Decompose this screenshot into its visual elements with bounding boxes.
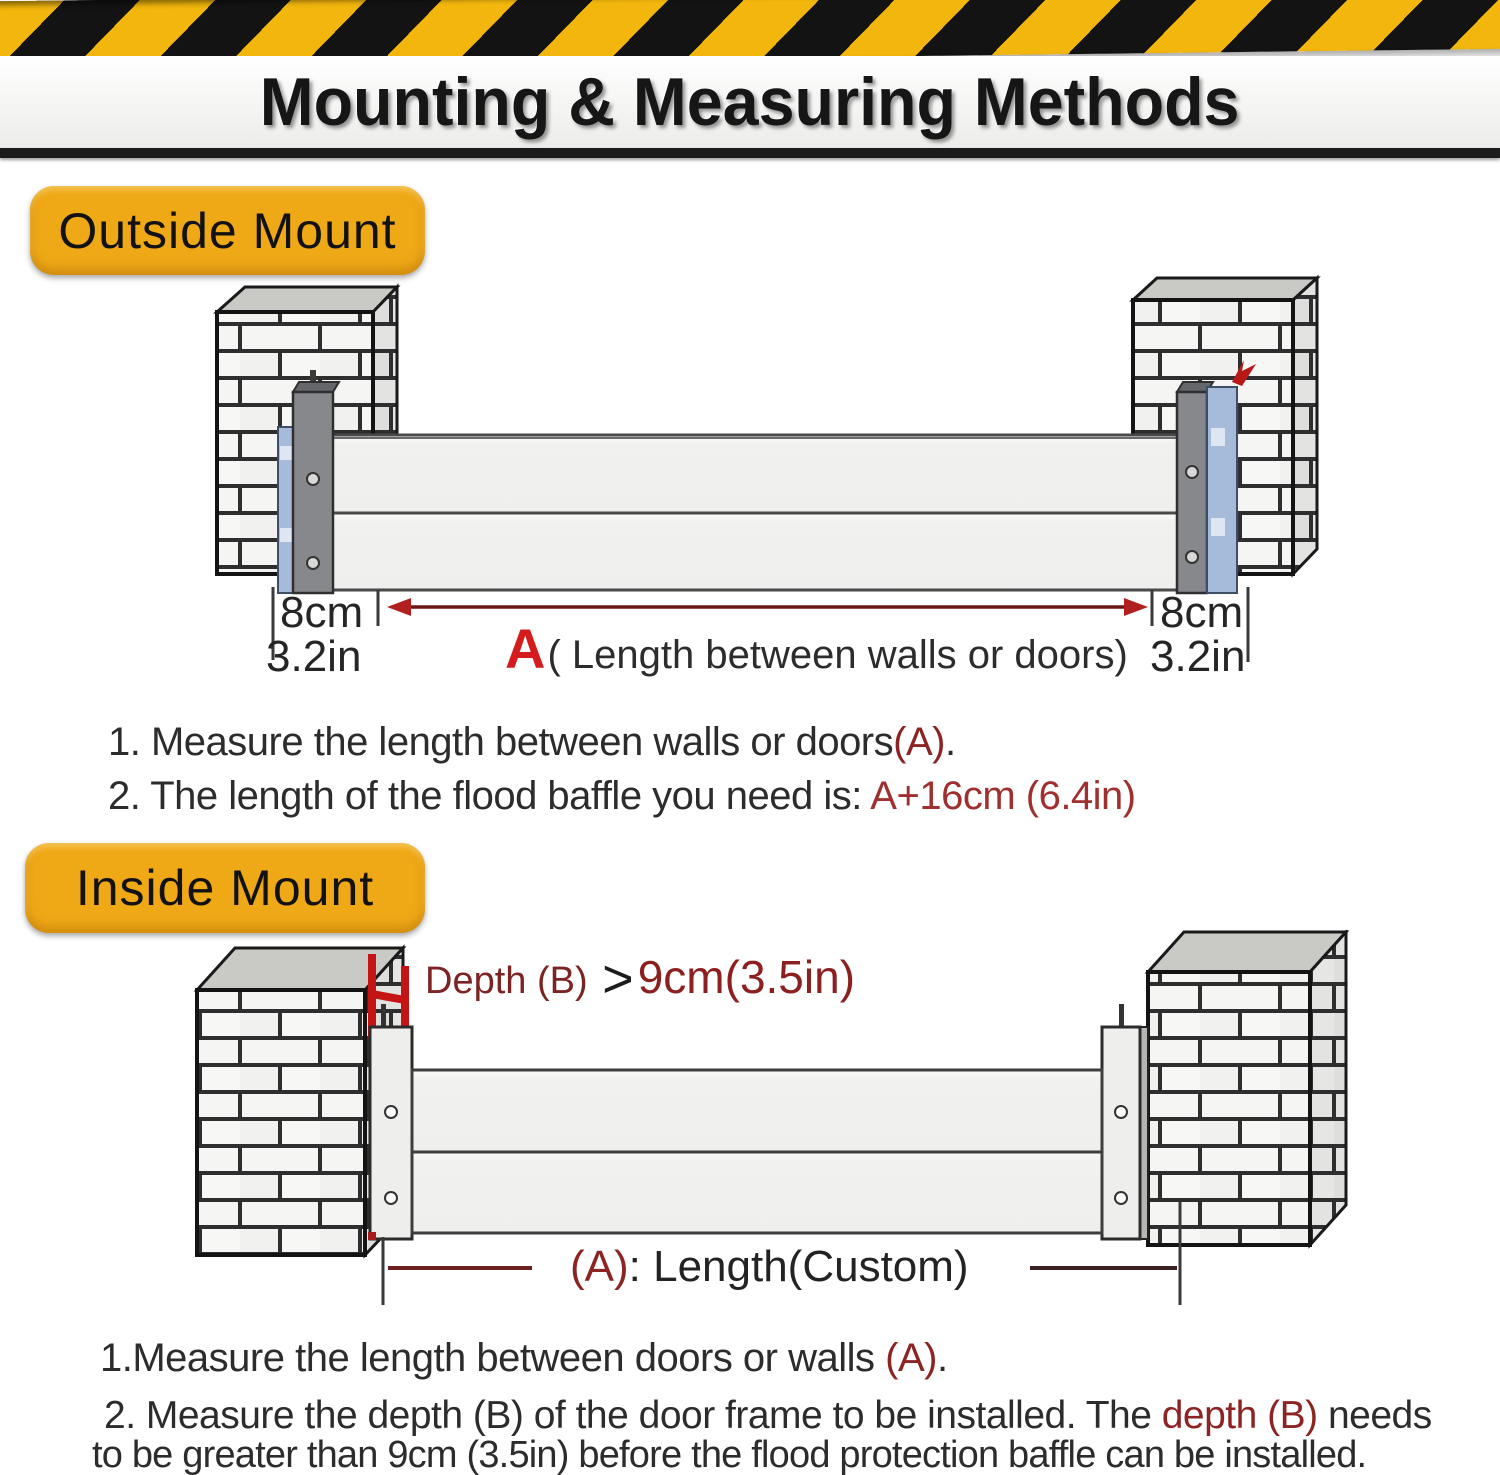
- length-custom-label: (A): Length(Custom): [570, 1242, 969, 1291]
- depth-b-label: Depth (B) >9cm(3.5in): [425, 949, 856, 1009]
- left-gap-in-label: 3.2in: [266, 632, 362, 681]
- length-a-label: [505, 616, 1128, 681]
- page-title: Mounting & Measuring Methods: [260, 64, 1240, 140]
- inside-step-2-line-1: 2. Measure the depth (B) of the door frame to be installed. The depth (B) needs: [104, 1394, 1432, 1437]
- outside-step-1: 1. Measure the length between walls or doors(A).: [108, 720, 956, 764]
- right-brick-pillar: [1138, 932, 1346, 1245]
- left-gap-cm-label: 8cm: [280, 588, 364, 637]
- inside-step-1: 1.Measure the length between doors or walls (A).: [100, 1336, 948, 1380]
- right-gap-in-label: 3.2in: [1150, 632, 1246, 681]
- title-band: [0, 56, 1500, 148]
- inside-step-2-line-2: to be greater than 9cm (3.5in) before the flood protection baffle can be installed.: [92, 1434, 1367, 1475]
- length-a-text: ( Length between walls or doors): [547, 633, 1128, 677]
- title-divider: [0, 148, 1500, 158]
- outside-mount-badge: Outside Mount: [30, 186, 425, 275]
- inside-mount-badge: Inside Mount: [25, 843, 425, 933]
- left-mounting-bracket: [368, 1004, 412, 1240]
- length-a-letter: A: [505, 617, 546, 680]
- right-mounting-bracket: [1102, 1004, 1140, 1239]
- flood-baffle: [320, 435, 1215, 590]
- outside-step-2: 2. The length of the flood baffle you need is: A+16cm (6.4in): [108, 774, 1136, 818]
- flood-baffle: [412, 1070, 1102, 1233]
- right-gap-cm-label: 8cm: [1160, 588, 1244, 637]
